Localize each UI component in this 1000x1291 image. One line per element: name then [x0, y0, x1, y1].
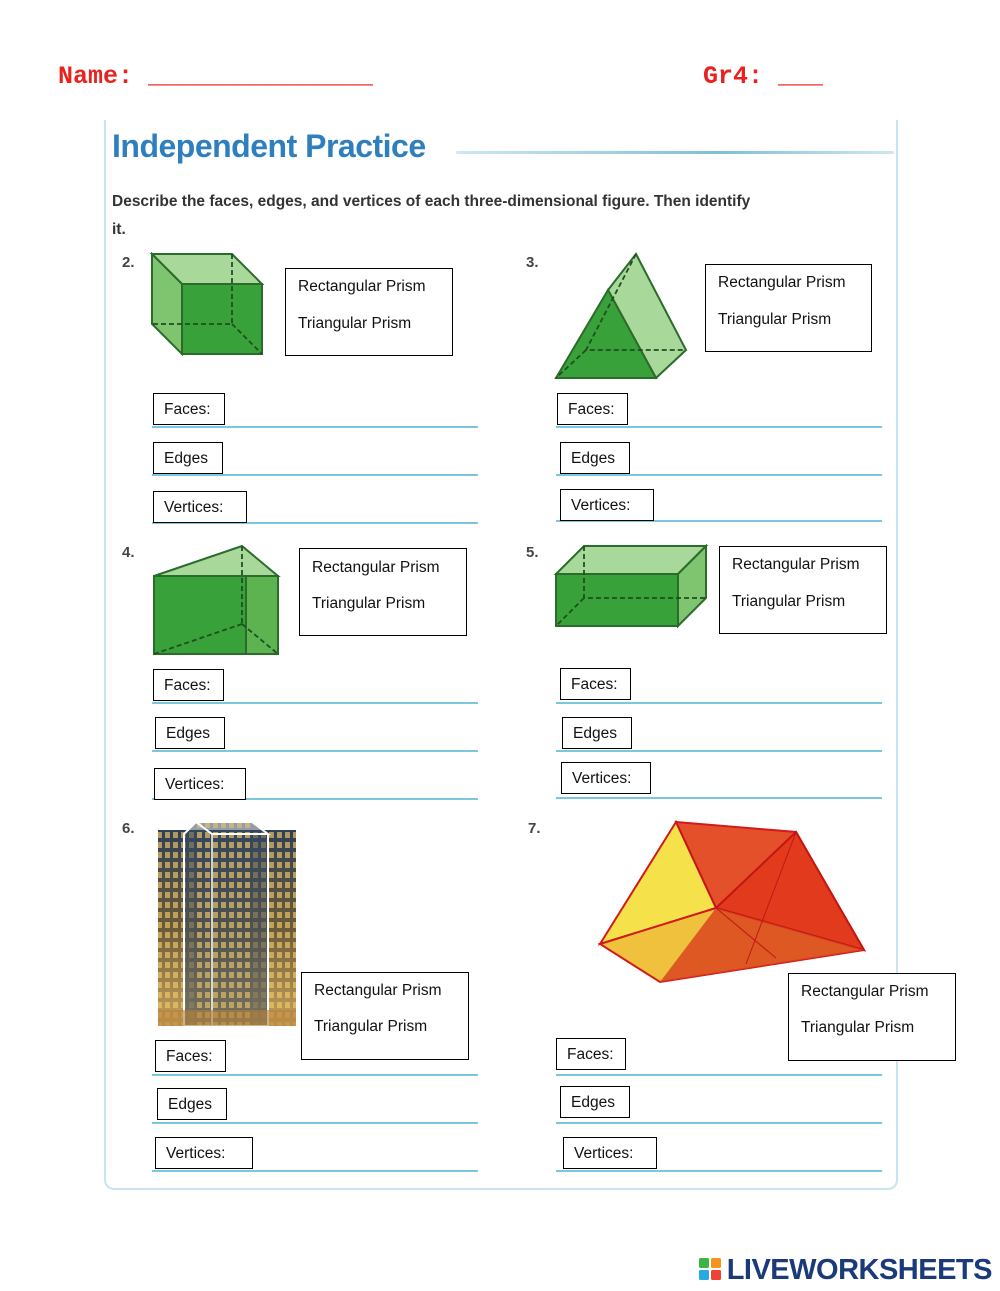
option-triangular-prism[interactable]: Triangular Prism — [314, 1018, 428, 1035]
grade-label: Gr4: ___ — [703, 62, 824, 91]
faces-label: Faces: — [556, 1038, 626, 1070]
problem-number-5: 5. — [526, 544, 539, 561]
liveworksheets-logo-text[interactable]: LIVEWORKSHEETS — [726, 1254, 992, 1286]
answer-line — [152, 702, 478, 704]
problem-number-7: 7. — [528, 820, 541, 837]
tent-figure — [596, 818, 868, 988]
vertices-label: Vertices: — [563, 1137, 657, 1169]
skyscraper-image — [156, 820, 298, 1028]
answer-line — [556, 1170, 882, 1172]
option-rectangular-prism[interactable]: Rectangular Prism — [801, 983, 929, 1000]
edges-label: Edges — [560, 1086, 630, 1118]
section-title: Independent Practice — [112, 128, 426, 164]
option-rectangular-prism[interactable]: Rectangular Prism — [314, 982, 442, 999]
vertices-label: Vertices: — [155, 1137, 253, 1169]
lying-triangular-prism-figure — [150, 544, 284, 658]
answer-line — [152, 750, 478, 752]
choice-box-5[interactable] — [719, 546, 887, 634]
faces-label: Faces: — [153, 669, 224, 701]
faces-label: Faces: — [155, 1040, 226, 1072]
choice-box-7[interactable] — [788, 973, 956, 1061]
vertices-label: Vertices: — [560, 489, 654, 521]
answer-line — [556, 426, 882, 428]
problem-number-4: 4. — [122, 544, 135, 561]
choice-box-6[interactable] — [301, 972, 469, 1060]
answer-line — [556, 1074, 882, 1076]
faces-label: Faces: — [560, 668, 631, 700]
option-triangular-prism[interactable]: Triangular Prism — [732, 593, 846, 610]
edges-label: Edges — [155, 717, 225, 749]
name-label: Name: _______________ — [58, 62, 374, 91]
answer-line — [152, 1074, 478, 1076]
choice-box-2[interactable] — [285, 268, 453, 356]
choice-box-4[interactable] — [299, 548, 467, 636]
option-rectangular-prism[interactable]: Rectangular Prism — [298, 278, 426, 295]
answer-line — [556, 750, 882, 752]
option-rectangular-prism[interactable]: Rectangular Prism — [312, 559, 440, 576]
answer-line — [556, 1122, 882, 1124]
edges-label: Edges — [560, 442, 630, 474]
answer-line — [556, 702, 882, 704]
title-rule — [456, 151, 894, 154]
cube-figure — [148, 250, 268, 360]
vertices-label: Vertices: — [154, 768, 246, 800]
option-triangular-prism[interactable]: Triangular Prism — [298, 315, 412, 332]
edges-label: Edges — [157, 1088, 227, 1120]
option-rectangular-prism[interactable]: Rectangular Prism — [732, 556, 860, 573]
rectangular-box-figure — [552, 542, 712, 632]
option-triangular-prism[interactable]: Triangular Prism — [312, 595, 426, 612]
answer-line — [152, 1122, 478, 1124]
vertices-label: Vertices: — [153, 491, 247, 523]
faces-label: Faces: — [153, 393, 225, 425]
edges-label: Edges — [153, 442, 223, 474]
vertices-label: Vertices: — [561, 762, 651, 794]
problem-number-2: 2. — [122, 254, 135, 271]
problem-number-3: 3. — [526, 254, 539, 271]
faces-label: Faces: — [557, 393, 628, 425]
answer-line — [152, 426, 478, 428]
answer-line — [152, 1170, 478, 1172]
liveworksheets-logo-icon — [699, 1258, 721, 1280]
instructions: Describe the faces, edges, and vertices of each three-dimensional figure. Then identify it. — [112, 193, 751, 238]
triangular-prism-figure — [552, 250, 692, 384]
problem-number-6: 6. — [122, 820, 135, 837]
option-triangular-prism[interactable]: Triangular Prism — [801, 1019, 915, 1036]
option-rectangular-prism[interactable]: Rectangular Prism — [718, 274, 846, 291]
choice-box-3[interactable] — [705, 264, 872, 352]
edges-label: Edges — [562, 717, 632, 749]
answer-line — [556, 797, 882, 799]
option-triangular-prism[interactable]: Triangular Prism — [718, 311, 832, 328]
